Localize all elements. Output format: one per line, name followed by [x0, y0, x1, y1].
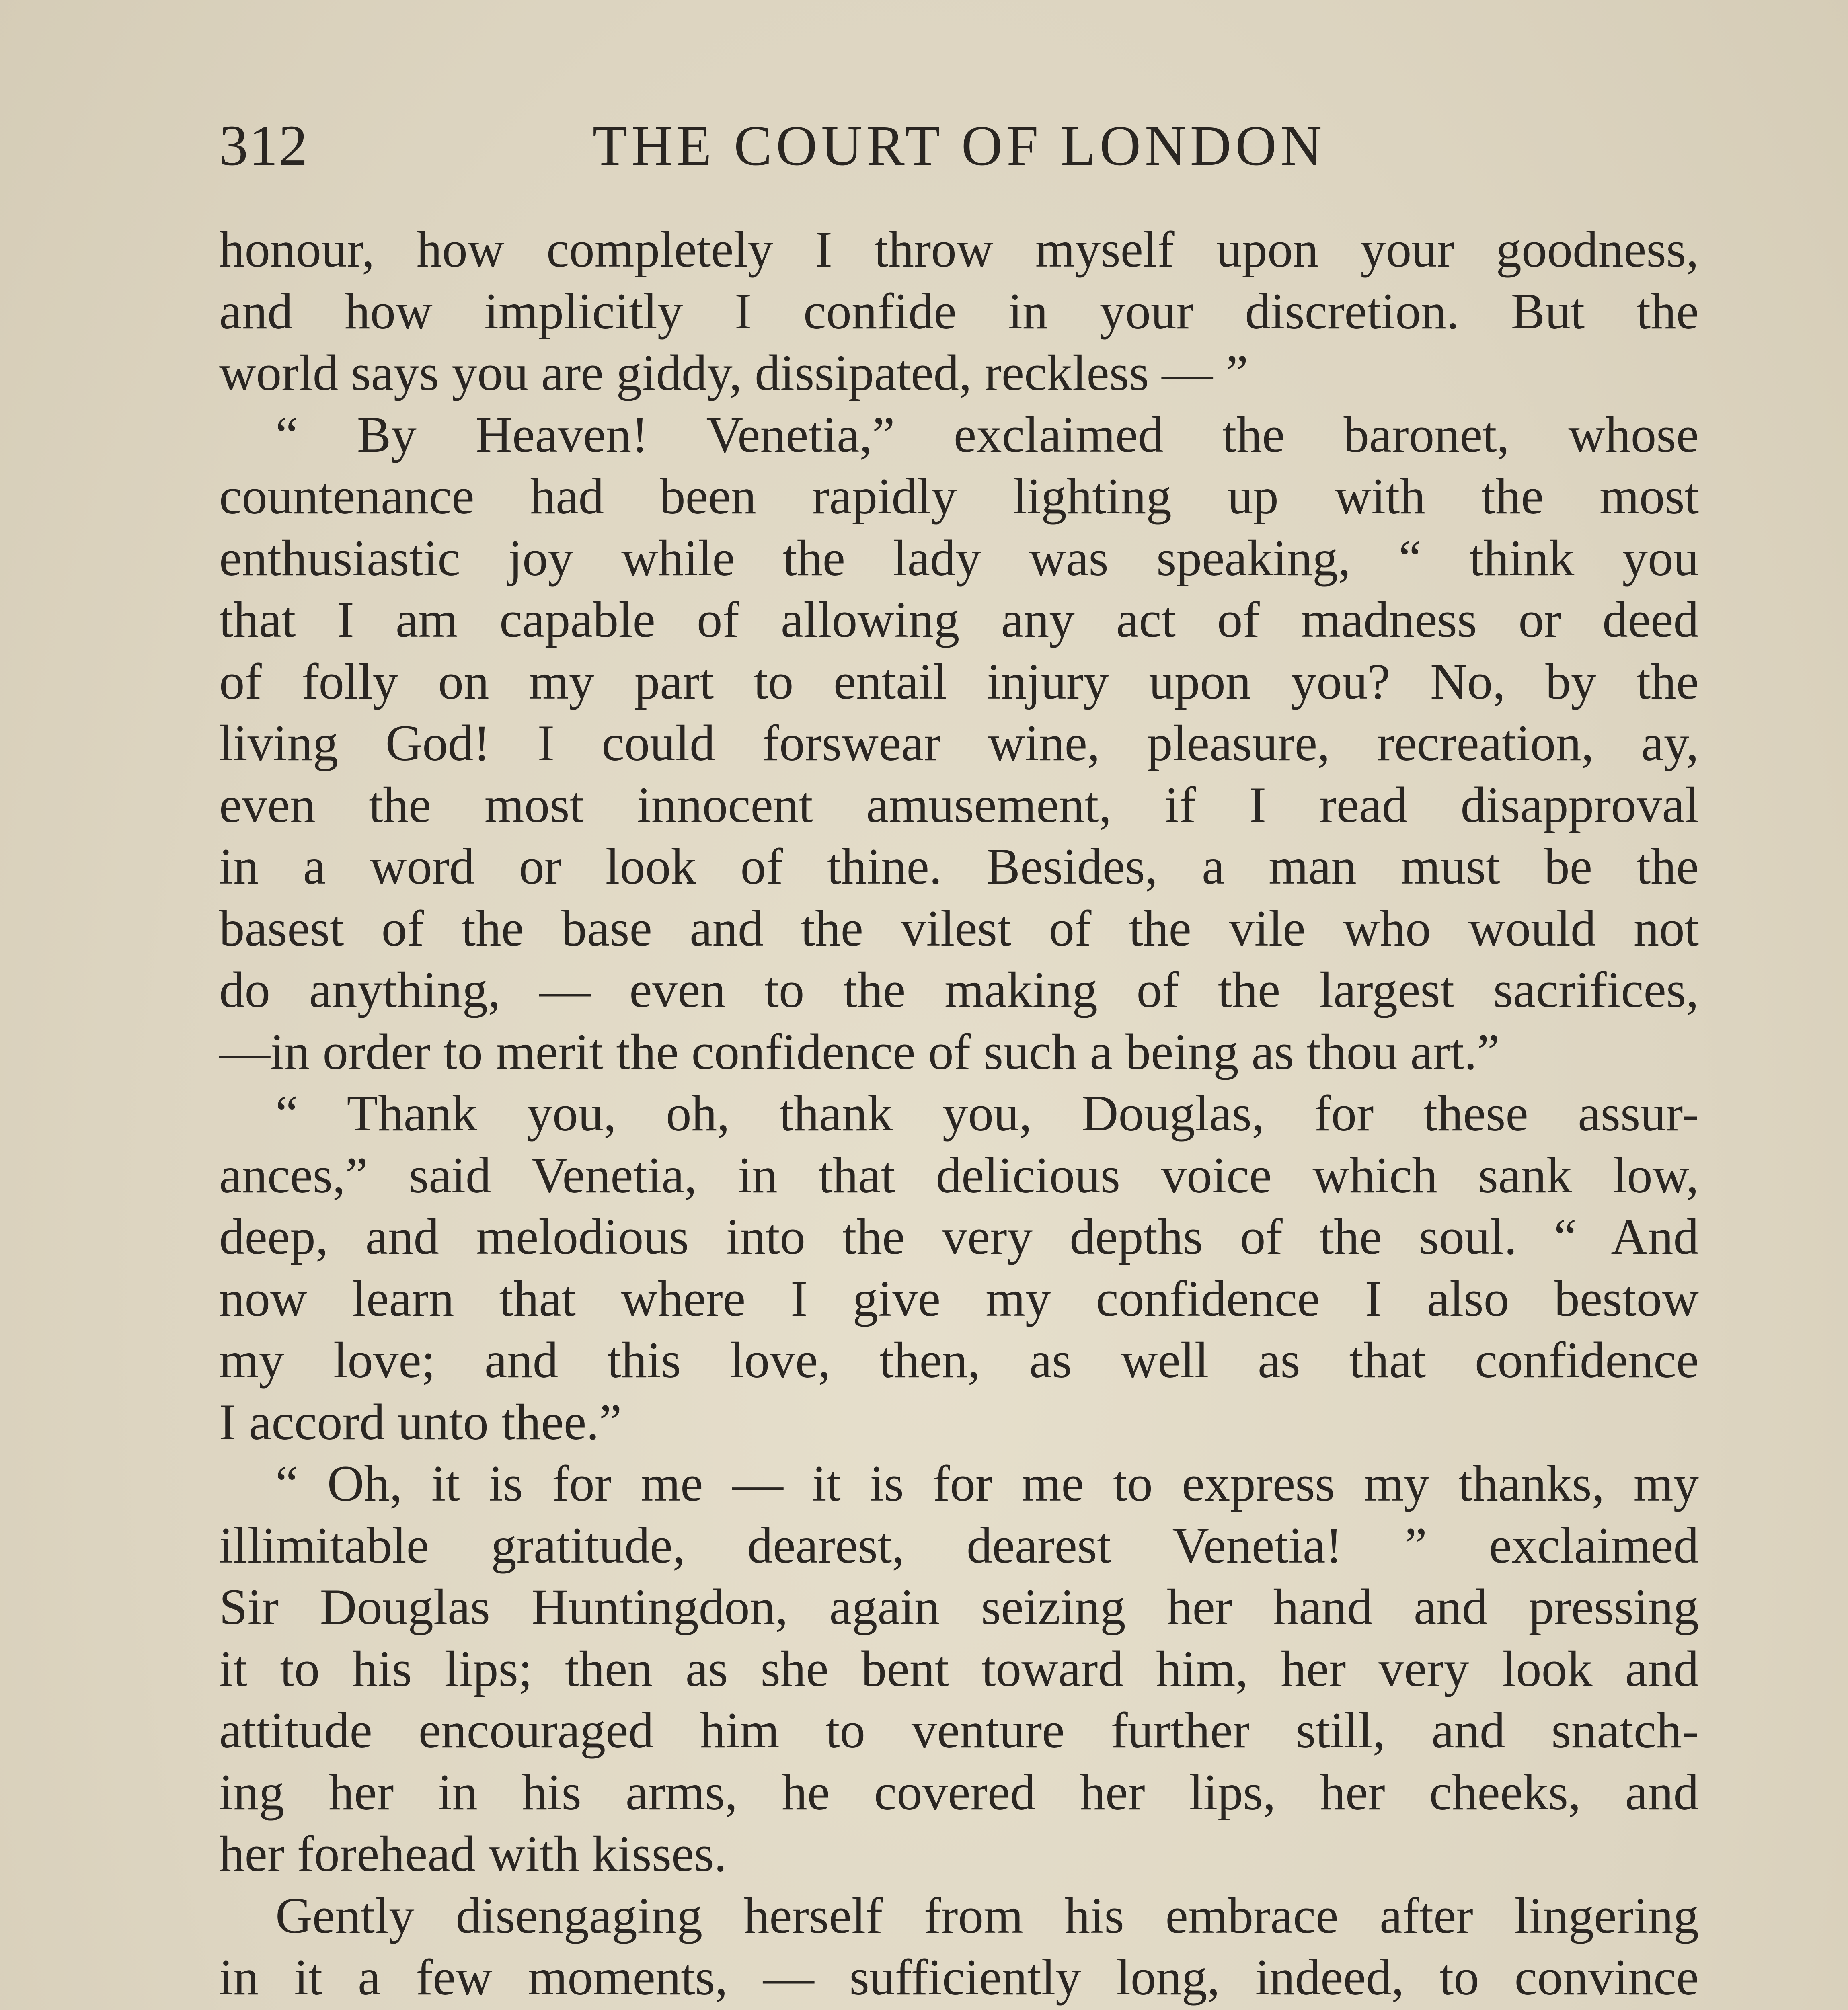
text-line: Gently disengaging herself from his embrace after lingering: [275, 1887, 1699, 1944]
body-text: [219, 219, 1699, 2010]
text-line: it to his lips; then as she bent toward him, her very look and: [219, 1641, 1699, 1697]
text-line: “ Oh, it is for me — it is for me to express my thanks, my: [275, 1456, 1699, 1512]
text-line: countenance had been rapidly lighting up with the most: [219, 468, 1699, 525]
text-line: I accord unto thee.”: [219, 1394, 622, 1450]
text-line: deep, and melodious into the very depths of the soul. “ And: [219, 1209, 1699, 1265]
page-header: [219, 113, 1699, 193]
text-line: in a word or look of thine. Besides, a man must be the: [219, 839, 1699, 895]
text-line: world says you are giddy, dissipated, reckless — ”: [219, 345, 1248, 401]
text-line: do anything, — even to the making of the largest sacrifices,: [219, 962, 1699, 1018]
text-line: honour, how completely I throw myself upon your goodness,: [219, 222, 1699, 278]
text-line: and how implicitly I confide in your discretion. But the: [219, 283, 1699, 340]
text-line: my love; and this love, then, as well as that confidence: [219, 1332, 1699, 1389]
text-line: Sir Douglas Huntingdon, again seizing her hand and pressing: [219, 1579, 1699, 1635]
text-line: that I am capable of allowing any act of madness or deed: [219, 592, 1699, 648]
page-number: 312: [219, 114, 308, 178]
text-line: ing her in his arms, he covered her lips, her cheeks, and: [219, 1764, 1699, 1821]
text-line: in it a few moments, — sufficiently long, indeed, to convince: [219, 1949, 1699, 2006]
text-line: “ By Heaven! Venetia,” exclaimed the baronet, whose: [275, 406, 1699, 463]
text-line: living God! I could forswear wine, pleasure, recreation, ay,: [219, 715, 1699, 771]
text-line: basest of the base and the vilest of the vile who would not: [219, 900, 1699, 957]
text-line: [219, 2009, 1699, 2010]
text-line: now learn that where I give my confidence I also bestow: [219, 1270, 1699, 1327]
text-line: “ Thank you, oh, thank you, Douglas, for these assur-: [275, 1085, 1699, 1142]
text-line: —in order to merit the confidence of such a being as thou art.”: [219, 1023, 1500, 1080]
text-line: ances,” said Venetia, in that delicious voice which sank low,: [219, 1147, 1699, 1204]
running-head: THE COURT OF LONDON: [592, 114, 1326, 177]
text-line: her forehead with kisses.: [219, 1826, 727, 1882]
text-line: enthusiastic joy while the lady was speaking, “ think you: [219, 530, 1699, 587]
text-line: illimitable gratitude, dearest, dearest Venetia! ” exclaimed: [219, 1517, 1699, 1574]
text-line: attitude encouraged him to venture further still, and snatch-: [219, 1702, 1699, 1759]
text-line: even the most innocent amusement, if I read disapproval: [219, 777, 1699, 833]
text-line: of folly on my part to entail injury upon you? No, by the: [219, 653, 1699, 710]
